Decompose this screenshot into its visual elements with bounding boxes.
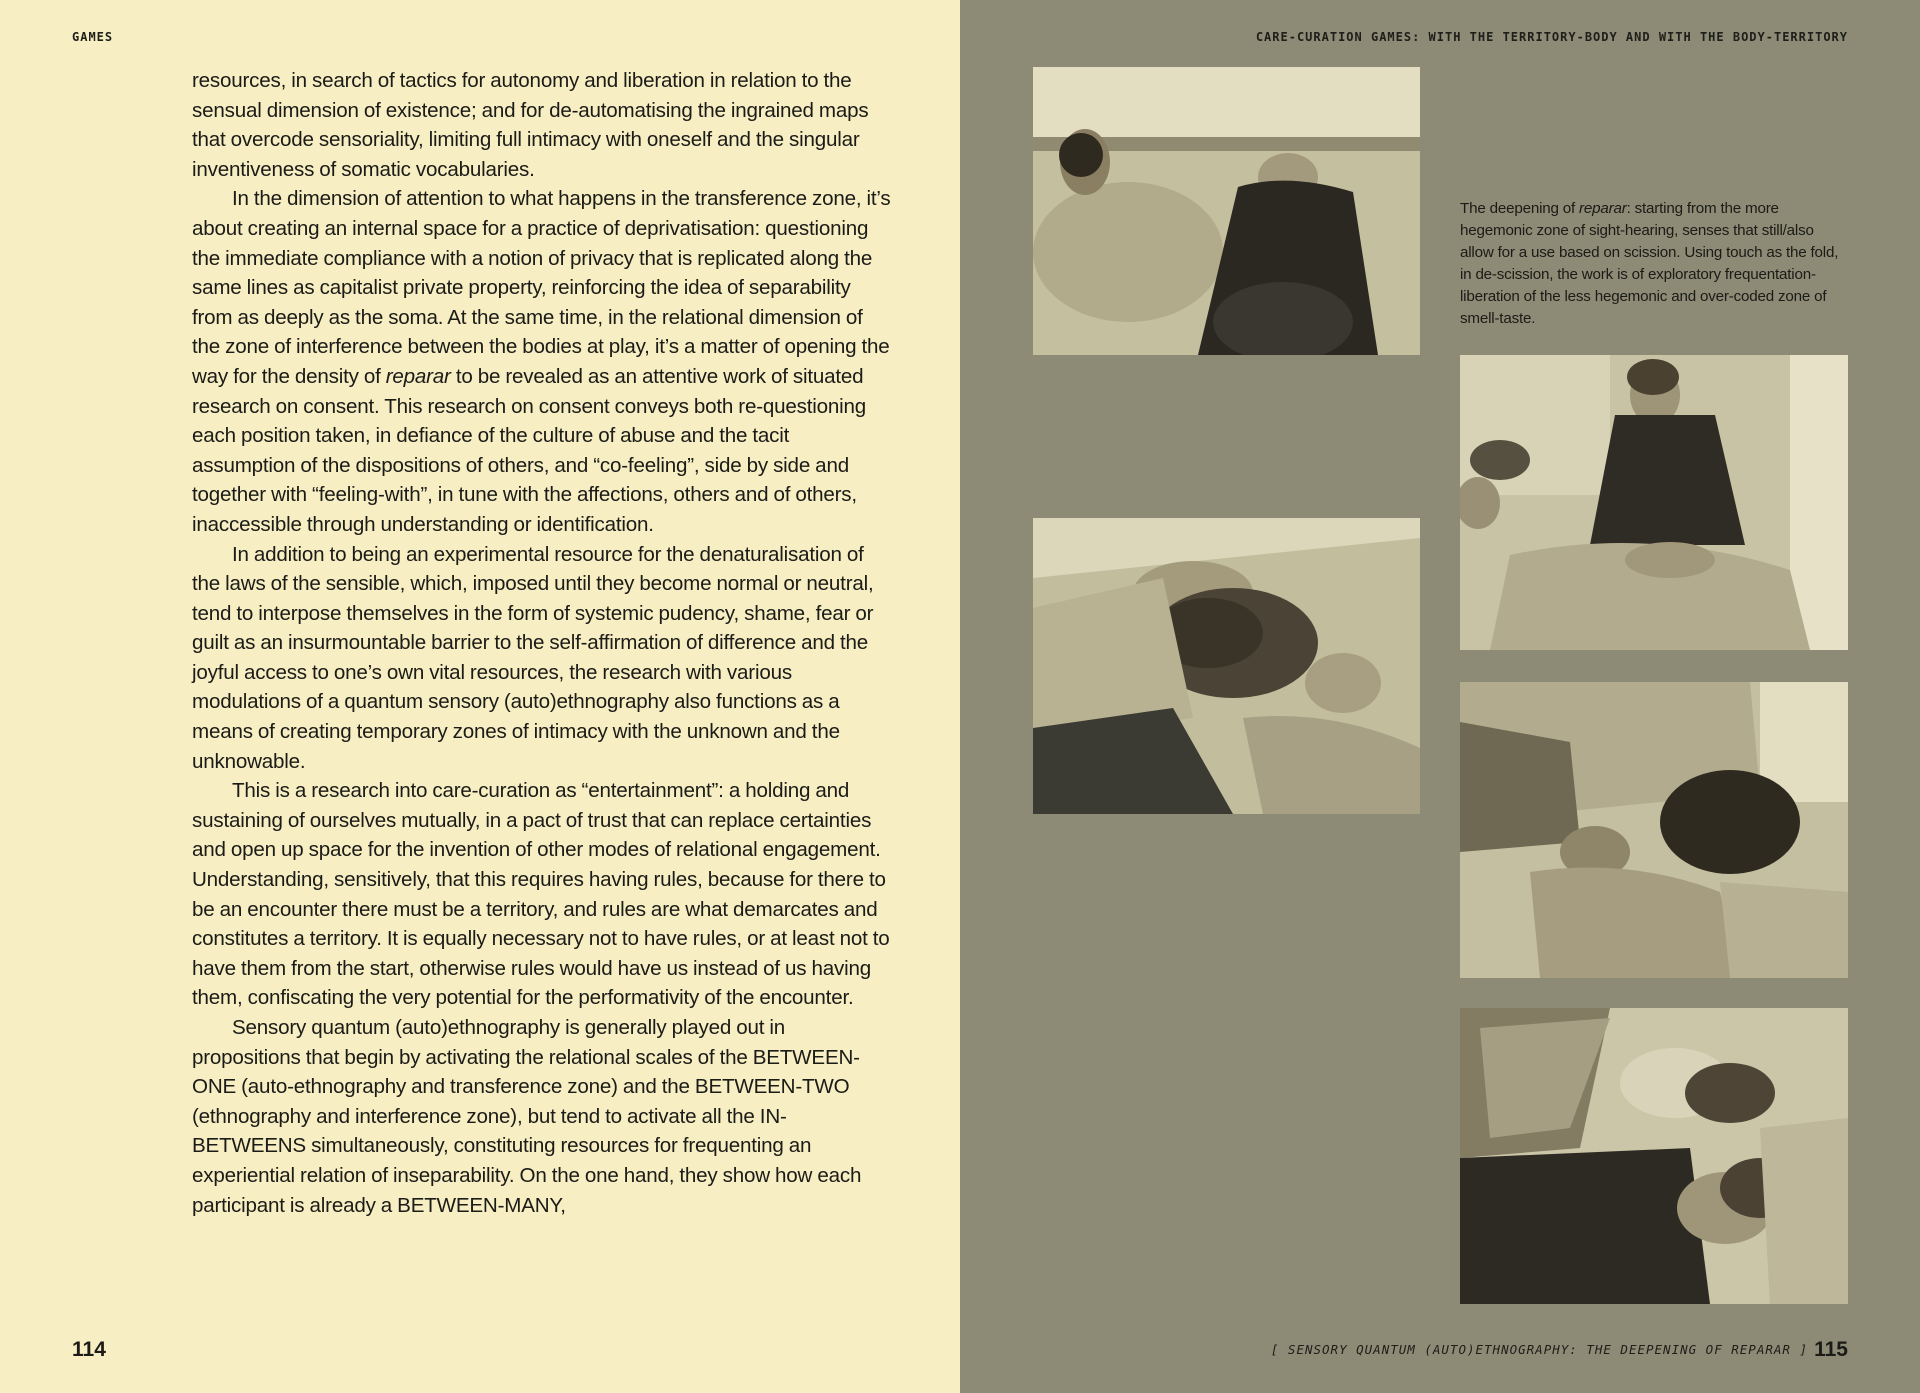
text-run: Sensory quantum (auto)ethnography is generally played out in propositions that begin by activating the relational scales of the BETWEEN-ONE (auto-ethnography and transference zone) and the BETWEEN-TWO (ethnography and interference zone), but tend to activate all the IN-BETWEENS simultaneously, constituting resources for frequenting an experiential relation of inseparability. On the one hand, they show how each participant is already a BETWEEN-MANY,: [192, 1016, 862, 1217]
text-run: to be revealed as an attentive work of situated research on consent. This research on consent conveys both re-questioning each position taken, in defiance of the culture of abuse and the tacit assumption of the dispositions of others, and “co-feeling”, side by side and together with “feeling-with”, in tune with the affections, others and of others, inaccessible through understanding or identification.: [192, 364, 867, 536]
photo-group-lying-heads-together: [1033, 518, 1420, 814]
caption-italic-term: reparar: [1579, 200, 1627, 217]
body-paragraph: [192, 66, 892, 184]
body-text-column: [192, 66, 892, 1220]
right-page: [960, 0, 1920, 1393]
text-run: resources, in search of tactics for autonomy and liberation in relation to the sensual dimension of existence; and for de-automatising the ingrained maps that overcode sensoriality, limiting full intimacy with oneself and the singular inventiveness of somatic vocabularies.: [192, 69, 869, 181]
photo-embrace-on-floor: [1460, 1008, 1848, 1304]
body-paragraph: [192, 184, 892, 539]
running-head-left: GAMES: [72, 30, 114, 44]
text-run: This is a research into care-curation as “entertainment”: a holding and sustaining of ourselves mutually, in a pact of trust that can replace certainties and open up space for the invention of other modes of relational engagement. Understanding, sensitively, that this requires having rules, because for there to be an encounter there must be a territory, and rules are what demarcates and constitutes a territory. It is equally necessary not to have rules, or at least not to have them from the start, otherwise rules would have us instead of us having them, confiscating the very potential for the performativity of the encounter.: [192, 779, 890, 1010]
body-paragraph: [192, 776, 892, 1013]
photo-hands-on-chest: [1460, 355, 1848, 650]
page-number-right: 115: [1814, 1338, 1848, 1361]
photo-caption: [1460, 198, 1848, 330]
body-paragraph: [192, 540, 892, 777]
text-run: In addition to being an experimental resource for the denaturalisation of the laws of the sensible, which, imposed until they become normal or neutral, tend to interpose themselves in the form of systemic pudency, shame, fear or guilt as an insurmountable barrier to the self-affirmation of difference and the joyful access to one’s own vital resources, the research with various modulations of a quantum sensory (auto)ethnography also functions as a means of creating temporary zones of intimacy with the unknown and the unknowable.: [192, 542, 874, 773]
photo-two-people-lying-on-floor: [1033, 67, 1420, 355]
running-footer: [ SENSORY QUANTUM (AUTO)ETHNOGRAPHY: THE DEEPENING OF REPARAR ]: [1270, 1342, 1808, 1357]
text-run: In the dimension of attention to what happens in the transference zone, it’s about creating an internal space for a practice of deprivatisation: questioning the immediate compliance with a notion of privacy that is replicated along the same lines as capitalist private property, reinforcing the idea of separability from as deeply as the soma. At the same time, in the relational dimension of the zone of interference between the bodies at play, it’s a matter of opening the way for the density of: [192, 187, 891, 388]
caption-text: : starting from the more hegemonic zone of sight-hearing, senses that still/also allow for a use based on scission. Using touch as the fold, in de-scission, the work is of exploratory frequentation-liberation of the less hegemonic and over-coded zone of smell-taste.: [1460, 200, 1839, 327]
photo-face-to-face-on-floor: [1460, 682, 1848, 978]
page-number-left: 114: [72, 1338, 106, 1361]
running-head-right: CARE-CURATION GAMES: WITH THE TERRITORY-BODY AND WITH THE BODY-TERRITORY: [1255, 30, 1848, 44]
caption-text: The deepening of: [1460, 200, 1580, 217]
italic-term: reparar: [385, 364, 451, 388]
body-paragraph: [192, 1013, 892, 1220]
